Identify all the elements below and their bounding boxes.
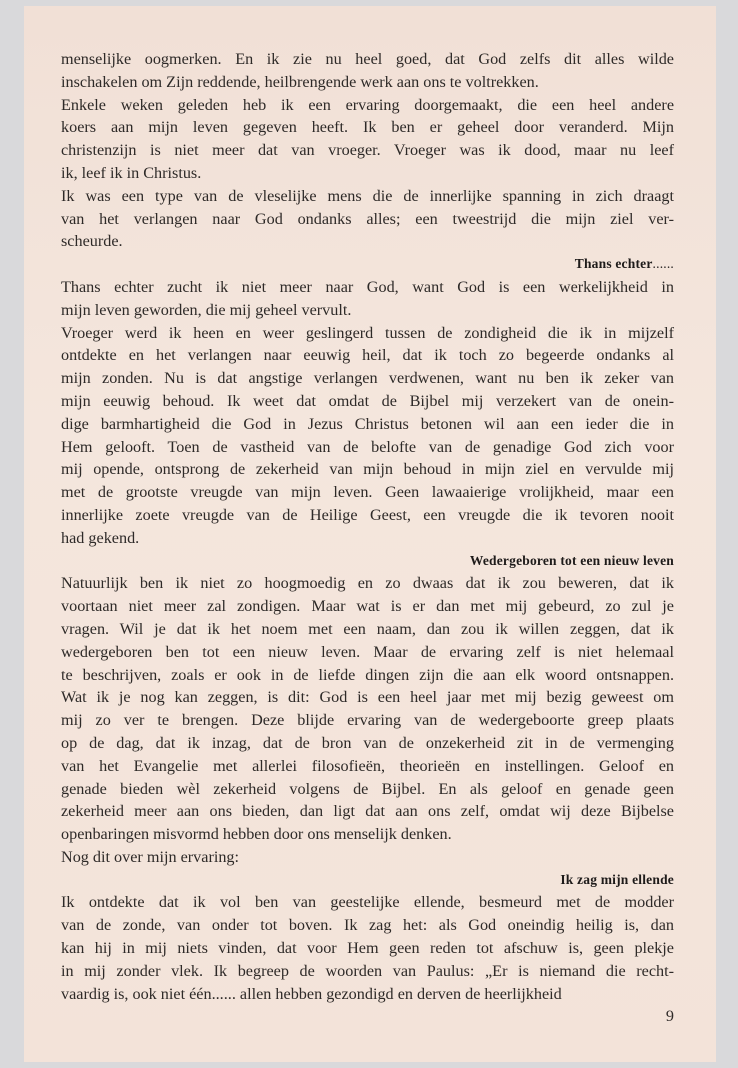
page-number: 9	[665, 1007, 674, 1026]
text-line: wedergeboren ben tot een nieuw leven. Maar de ervaring zelf is niet helemaal	[61, 642, 674, 661]
section-wedergeboren	[61, 572, 674, 868]
text-line: van het verlangen naar God ondanks alles; een tweestrijd die mijn ziel ver-	[61, 209, 674, 228]
text-line: inschakelen om Zijn reddende, heilbrengende werk aan ons te voltrekken.	[61, 72, 539, 91]
section-thans-echter	[61, 276, 674, 550]
text-line: zekerheid meer aan ons bieden, dan ligt dat aan ons zelf, omdat wij deze Bijbelse	[61, 802, 674, 821]
text-line: menselijke oogmerken. En ik zie nu heel goed, dat God zelfs dit alles wilde	[61, 50, 674, 68]
paragraph	[61, 276, 674, 322]
text-line: mij opende, ontsprong de zekerheid van mijn behoud in mijn ziel en vervulde mij	[61, 460, 674, 479]
subheading-text: Thans echter	[574, 256, 653, 272]
section-intro	[61, 48, 674, 253]
text-line: christenzijn is niet meer dat van vroeger. Vroeger was ik dood, maar nu leef	[61, 141, 674, 160]
text-line: van de zonde, van onder tot boven. Ik zag het: als God oneindig heilig is, dan	[61, 916, 674, 935]
text-line: ik, leef ik in Christus.	[61, 163, 202, 182]
text-line: kan hij in mij niets vinden, dat voor Hem geen reden tot afschuw is, geen plekje	[61, 939, 674, 958]
text-line: mijn leven geworden, die mij geheel vervult.	[61, 300, 352, 319]
page-text	[61, 48, 674, 1028]
document-page	[24, 6, 716, 1062]
paragraph	[61, 48, 674, 94]
text-line: Wat ik je nog kan zeggen, is dit: God is een heel jaar met mij bezig geweest om	[61, 688, 674, 707]
paragraph	[61, 94, 674, 185]
text-line: Thans echter zucht ik niet meer naar God, want God is een werkelijkheid in	[61, 277, 674, 296]
text-line: genade bieden wèl zekerheid volgens de Bijbel. En als geloof en genade geen	[61, 779, 674, 798]
text-line: Nog dit over mijn ervaring:	[61, 847, 240, 866]
text-line: Ik was een type van de vleselijke mens die de innerlijke spanning in zich draagt	[61, 186, 674, 205]
section-ellende	[61, 891, 674, 1005]
paragraph	[61, 891, 674, 1005]
text-line: ontdekte en het verlangen naar eeuwig heil, dat ik toch zo begeerde ondanks al	[61, 346, 674, 365]
text-line: koers aan mijn leven gegeven heeft. Ik ben er geheel door veranderd. Mijn	[61, 118, 674, 137]
subheading-thans-echter	[61, 253, 674, 276]
text-line: openbaringen misvormd hebben door ons menselijk denken.	[61, 825, 452, 844]
text-line: vragen. Wil je dat ik het noem met een naam, dan zou ik willen zeggen, dat ik	[61, 619, 674, 638]
paragraph	[61, 185, 674, 253]
text-line: Ik ontdekte dat ik vol ben van geestelijke ellende, besmeurd met de modder	[61, 893, 674, 912]
text-line: innerlijke zoete vreugde van de Heilige Geest, een vreugde die ik tevoren nooit	[61, 505, 674, 524]
subheading-ellende: Ik zag mijn ellende	[560, 871, 674, 887]
text-line: mij zo ver te brengen. Deze blijde ervaring van de wedergeboorte greep plaats	[61, 711, 674, 730]
paragraph	[61, 322, 674, 550]
paragraph	[61, 572, 674, 846]
text-line: voortaan niet meer zal zondigen. Maar wat is er dan met mij gebeurd, zo zul je	[61, 597, 674, 616]
text-line: met de grootste vreugde van mijn leven. Geen lawaaierige vrolijkheid, maar een	[61, 483, 674, 502]
text-line: Vroeger werd ik heen en weer geslingerd tussen de zondigheid die ik in mijzelf	[61, 323, 674, 342]
text-line: Natuurlijk ben ik niet zo hoogmoedig en zo dwaas dat ik zou beweren, dat ik	[61, 574, 674, 593]
text-line: van het Evangelie met allerlei filosofieën, theorieën en instellingen. Geloof en	[61, 756, 674, 775]
text-line: mijn eeuwig behoud. Ik weet dat omdat de Bijbel mij verzekert van de onein-	[61, 391, 674, 410]
text-line: te beschrijven, zoals er ook in de liefde dingen zijn die aan elk woord ontsnappen.	[61, 665, 674, 684]
text-line: in mij zonder vlek. Ik begreep de woorden van Paulus: „Er is niemand die recht-	[61, 961, 674, 980]
text-line: scheurde.	[61, 232, 123, 251]
subheading-wedergeboren: Wedergeboren tot een nieuw leven	[469, 552, 674, 568]
text-line: had gekend.	[61, 528, 140, 547]
text-line: op de dag, dat ik inzag, dat de bron van de onzekerheid zit in de vermenging	[61, 733, 674, 752]
text-line: Enkele weken geleden heb ik een ervaring doorgemaakt, die een heel andere	[61, 95, 674, 114]
paragraph	[61, 846, 674, 869]
text-line: Hem gelooft. Toen de vastheid van de belofte van de genadige God zich voor	[61, 437, 674, 456]
text-line: mijn zonden. Nu is dat angstige verlangen verdwenen, want nu ben ik zeker van	[61, 369, 674, 388]
subheading-ellipsis: ......	[652, 256, 674, 272]
text-line: dige barmhartigheid die God in Jezus Christus betonen wil aan een ieder die in	[61, 414, 674, 433]
text-line: vaardig is, ook niet één...... allen hebben gezondigd en derven de heerlijkheid	[61, 984, 562, 1003]
